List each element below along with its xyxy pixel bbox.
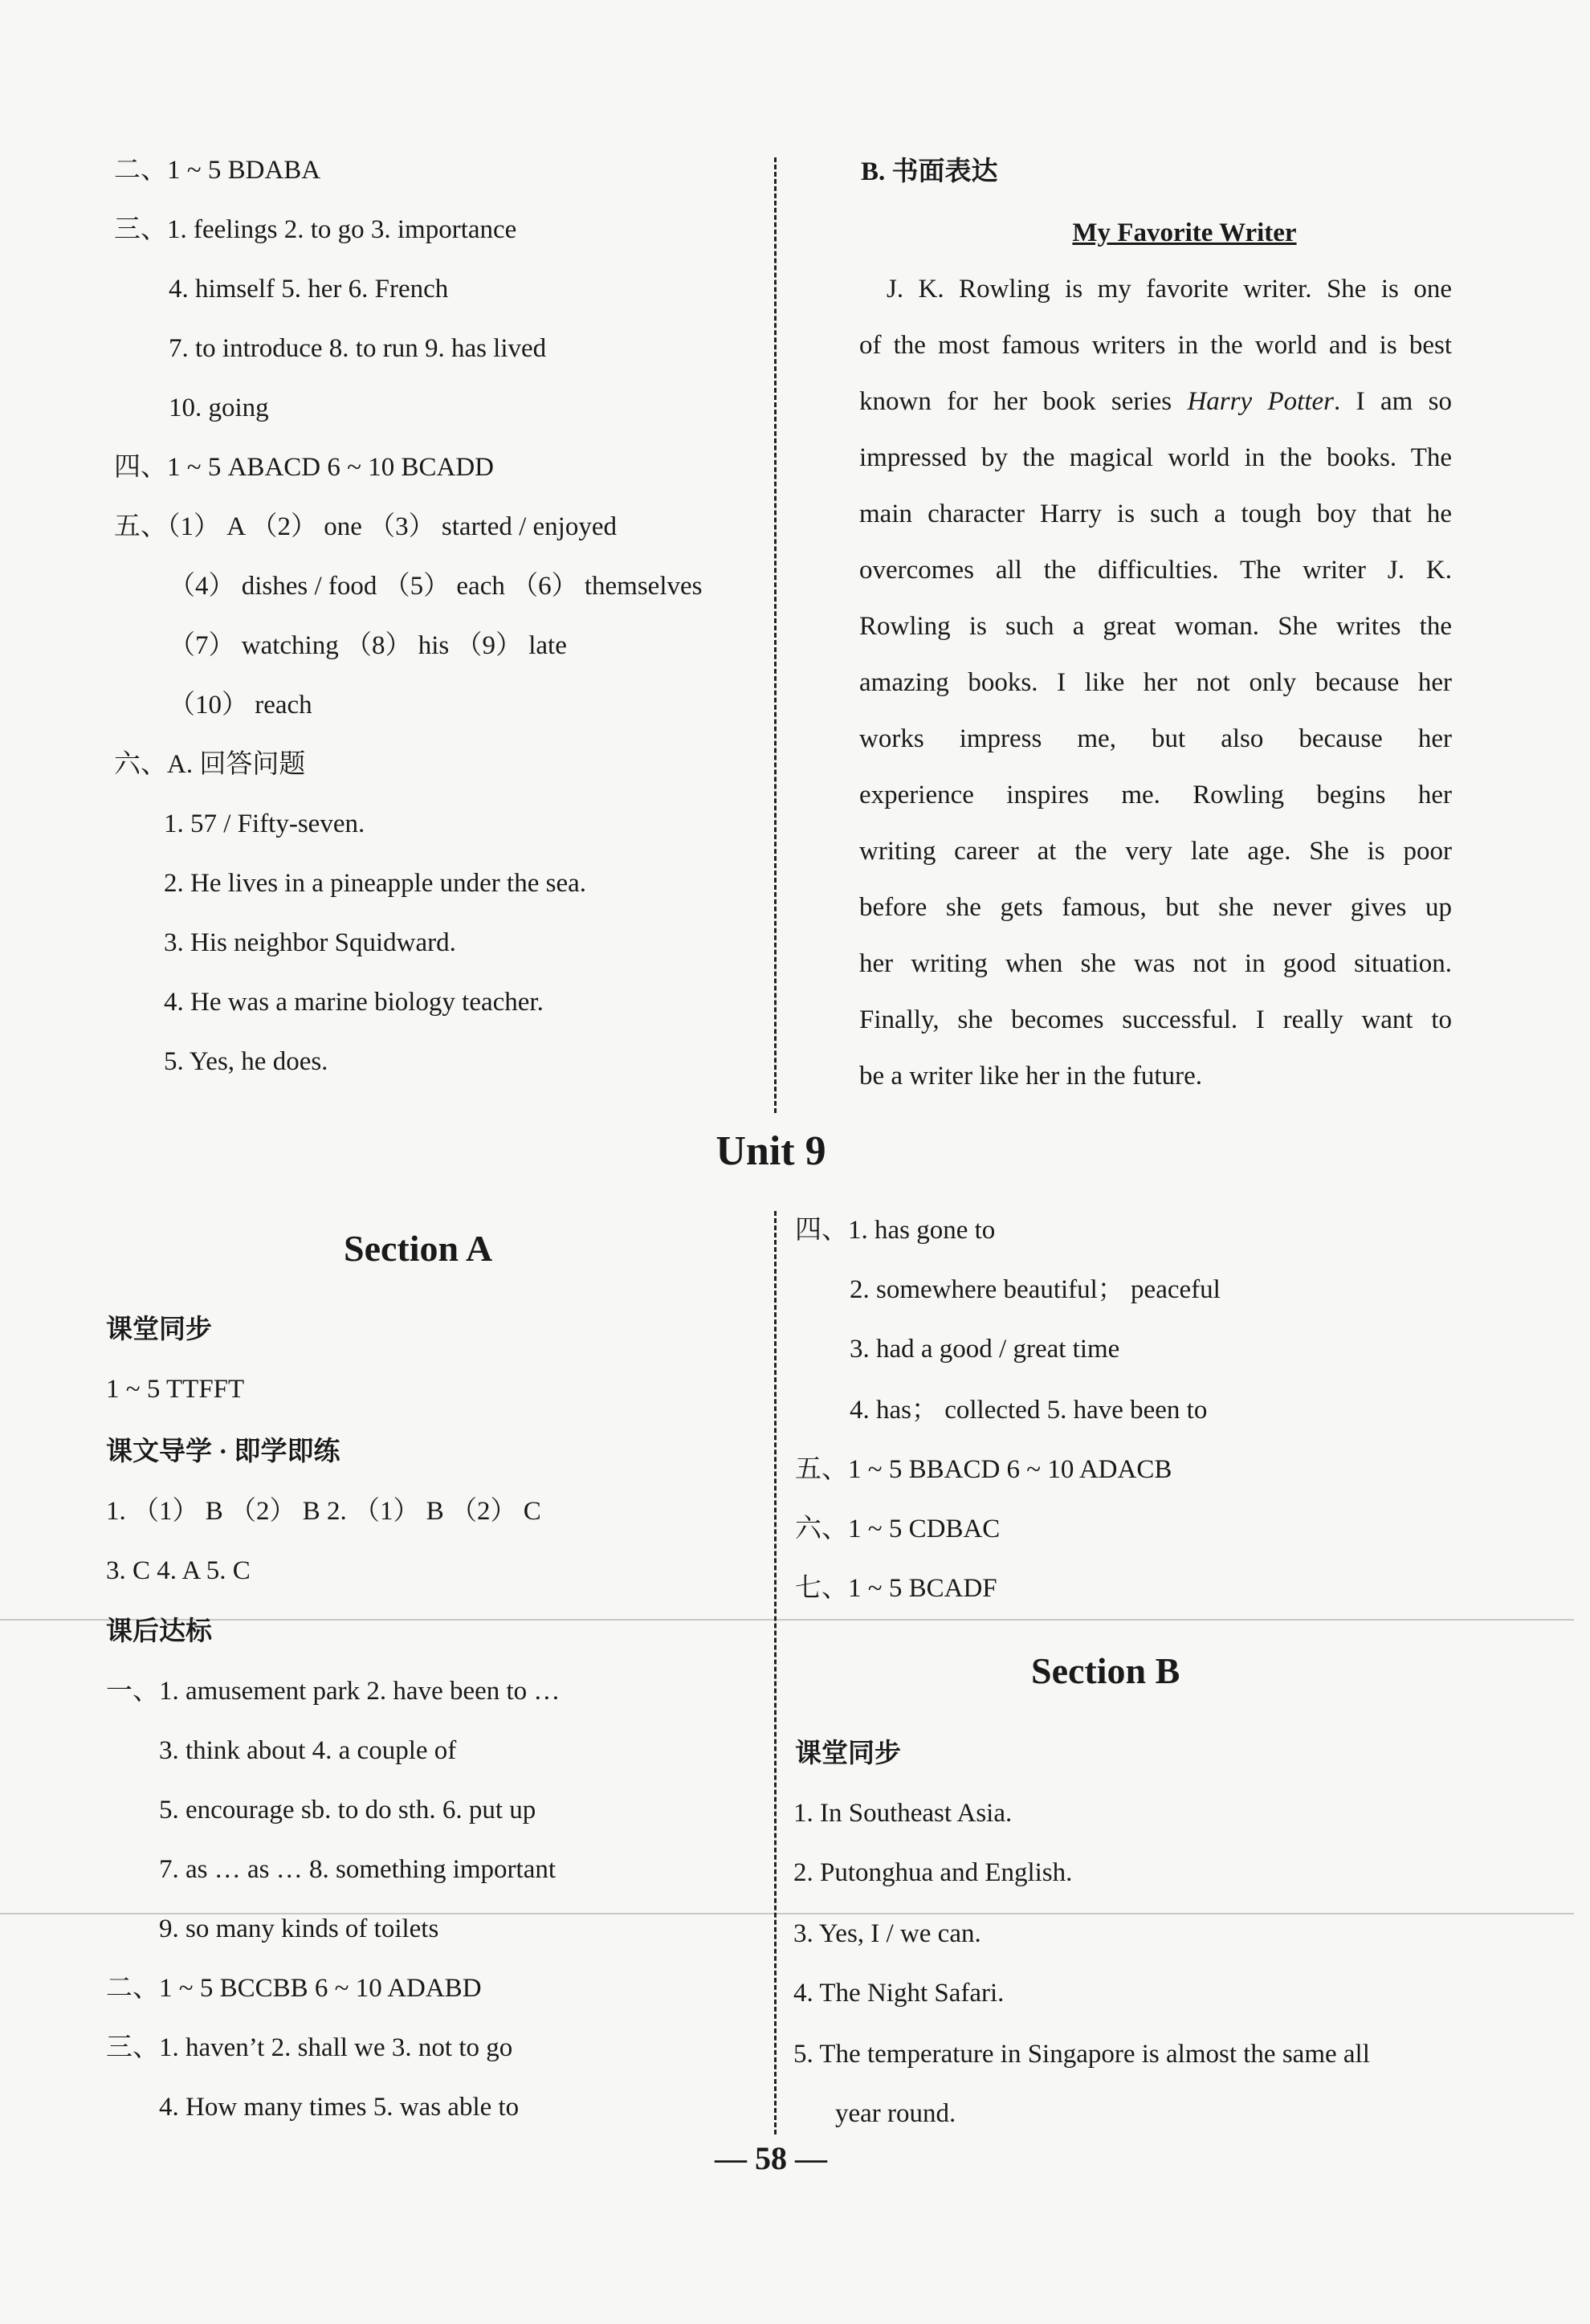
answer-line: 3. think about 4. a couple of (159, 1736, 457, 1765)
essay-line: before she gets famous, but she never gives up (859, 893, 1452, 922)
essay-line: be a writer like her in the future. (859, 1062, 1202, 1091)
answer-line: 六、A. 回答问题 (114, 750, 306, 779)
answer-line: （10） reach (169, 691, 312, 720)
essay-line: main character Harry is such a tough boy that he (859, 499, 1452, 528)
answer-line: 5. The temperature in Singapore is almost the same all (793, 2040, 1370, 2069)
writing-label: B. 书面表达 (861, 157, 998, 186)
essay-text: known for her book series (859, 387, 1188, 416)
answer-line: 二、1 ~ 5 BCCBB 6 ~ 10 ADABD (106, 1974, 482, 2003)
essay-line: overcomes all the difficulties. The writer J. K. (859, 556, 1452, 585)
essay-line: works impress me, but also because her (859, 724, 1452, 753)
essay-line: amazing books. I like her not only because her (859, 668, 1452, 697)
answer-line: 10. going (169, 393, 269, 422)
answer-line: 四、1. has gone to (795, 1216, 996, 1245)
answer-line: 4. has； collected 5. have been to (850, 1396, 1208, 1425)
answer-line: 5. encourage sb. to do sth. 6. put up (159, 1796, 536, 1825)
section-b-title: Section B (1031, 1650, 1180, 1691)
essay-text: . I am so (1333, 387, 1452, 416)
answer-line: 五、（1） A （2） one （3） started / enjoyed (114, 512, 618, 541)
answer-line: 3. Yes, I / we can. (793, 1919, 981, 1948)
answer-line: 4. How many times 5. was able to (159, 2093, 520, 2122)
answer-line: （4） dishes / food （5） each （6） themselves (169, 572, 703, 601)
column-divider-bottom (774, 1211, 777, 2134)
essay-line: Rowling is such a great woman. She writes the (859, 612, 1452, 641)
column-divider-top (774, 157, 777, 1113)
answer-line: 1 ~ 5 TTFFT (106, 1375, 245, 1404)
answer-line: 9. so many kinds of toilets (159, 1914, 439, 1943)
subsection-heading: 课后达标 (106, 1617, 212, 1646)
answer-line: 一、1. amusement park 2. have been to … (106, 1677, 561, 1706)
unit-title: Unit 9 (716, 1128, 826, 1174)
essay-line: J. K. Rowling is my favorite writer. She is one (887, 275, 1452, 304)
answer-line: 4. He was a marine biology teacher. (164, 988, 544, 1017)
essay-line: impressed by the magical world in the books. The (859, 443, 1452, 472)
answer-line: 3. C 4. A 5. C (106, 1556, 251, 1585)
essay-line (859, 389, 1452, 415)
answer-line: 1. （1） B （2） B 2. （1） B （2） C (106, 1497, 541, 1526)
answer-line: 三、1. haven’t 2. shall we 3. not to go (106, 2033, 513, 2062)
essay-title: My Favorite Writer (1072, 218, 1297, 247)
answer-line: 7. to introduce 8. to run 9. has lived (169, 334, 547, 363)
answer-line: （7） watching （8） his （9） late (169, 631, 567, 660)
subsection-heading: 课堂同步 (106, 1315, 212, 1344)
subsection-heading: 课堂同步 (795, 1739, 901, 1768)
answer-line: 三、1. feelings 2. to go 3. importance (114, 215, 517, 244)
answer-line: 2. He lives in a pineapple under the sea. (164, 869, 586, 898)
answer-line: 1. 57 / Fifty-seven. (164, 809, 365, 838)
answer-line: 5. Yes, he does. (164, 1047, 328, 1076)
page-number: — 58 — (715, 2140, 827, 2176)
answer-line: 3. had a good / great time (850, 1335, 1120, 1364)
answer-line: 二、1 ~ 5 BDABA (114, 156, 321, 185)
answer-line: year round. (835, 2099, 956, 2128)
answer-line: 7. as … as … 8. something important (159, 1855, 556, 1884)
section-a-title: Section A (344, 1228, 493, 1269)
answer-line: 4. The Night Safari. (793, 1979, 1005, 2008)
subsection-heading: 课文导学 · 即学即练 (106, 1437, 340, 1466)
answer-line: 七、1 ~ 5 BCADF (795, 1574, 997, 1603)
scan-fold-line (0, 1619, 1574, 1621)
essay-line: Finally, she becomes successful. I really want to (859, 1005, 1452, 1034)
answer-line: 五、1 ~ 5 BBACD 6 ~ 10 ADACB (795, 1455, 1172, 1484)
answer-line: 2. somewhere beautiful； peaceful (850, 1275, 1221, 1304)
answer-line: 3. His neighbor Squidward. (164, 928, 456, 957)
answer-line: 四、1 ~ 5 ABACD 6 ~ 10 BCADD (114, 453, 494, 482)
essay-line: experience inspires me. Rowling begins her (859, 781, 1452, 809)
answer-line: 六、1 ~ 5 CDBAC (795, 1515, 1001, 1543)
essay-line: of the most famous writers in the world and is best (859, 331, 1452, 360)
answer-line: 2. Putonghua and English. (793, 1858, 1073, 1887)
answer-line: 4. himself 5. her 6. French (169, 275, 449, 304)
essay-line: her writing when she was not in good situation. (859, 949, 1452, 978)
answer-line: 1. In Southeast Asia. (793, 1799, 1013, 1828)
essay-line: writing career at the very late age. She is poor (859, 837, 1452, 866)
book-title: Harry Potter (1187, 387, 1334, 416)
